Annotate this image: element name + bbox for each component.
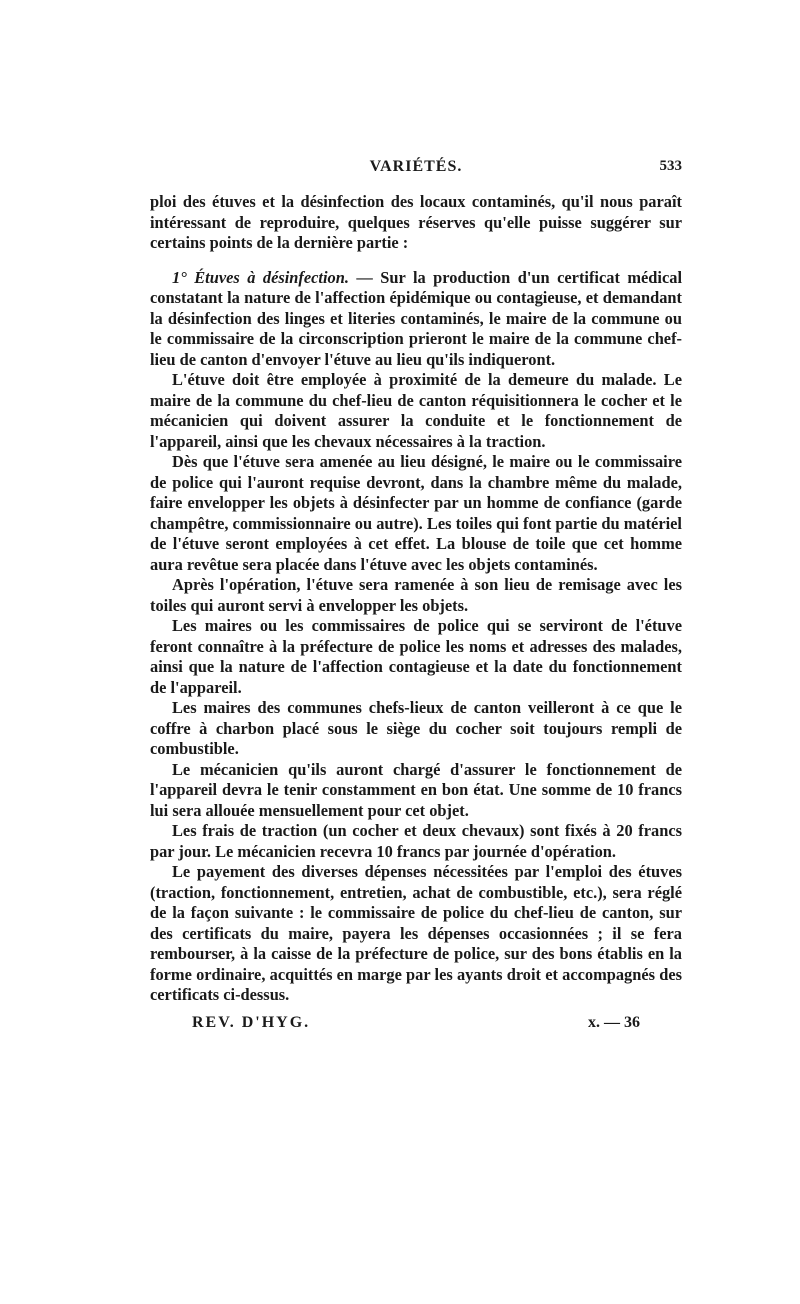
- running-title: VARIÉTÉS.: [369, 158, 463, 175]
- page-number: 533: [659, 158, 682, 174]
- section-title: 1° Étuves à désinfection.: [172, 267, 349, 287]
- paragraph-maires-commissaires: Les maires ou les commissaires de police qui se serviront de l'étuve feront connaître à la préfecture de police les noms et adresses des malades, ainsi que la nature de l'affection contagieuse et la date du fonctionnement de l'appareil.: [150, 616, 682, 697]
- footer-journal: REV. D'HYG.: [192, 1013, 311, 1031]
- section-paragraph: [150, 268, 682, 371]
- paragraph-etuve-employee: L'étuve doit être employée à proximité de la demeure du malade. Le maire de la commune du chef-lieu de canton réquisitionnera le cocher et le mécanicien qui doivent assurer la conduite et le fonctionnement de l'appareil, ainsi que les chevaux nécessaires à la traction.: [150, 370, 682, 451]
- footer-signature: x. — 36: [588, 1013, 640, 1031]
- section-text: — Sur la production d'un certificat médical constatant la nature de l'affection épidémique ou contagieuse, et demandant la désinfection des linges et literies contaminés, le maire de la commune ou le commissaire de la circonscription prieront le maire de la commune chef-lieu de canton d'envoyer l'étuve au lieu qu'ils indiqueront.: [150, 267, 683, 369]
- footer: [150, 1014, 682, 1038]
- paragraph-apres-operation: Après l'opération, l'étuve sera ramenée à son lieu de remisage avec les toiles qui auront servi à envelopper les objets.: [150, 575, 682, 615]
- page: [150, 158, 682, 1038]
- paragraph-des-que: Dès que l'étuve sera amenée au lieu désigné, le maire ou le commissaire de police qui l'auront requise devront, dans la chambre même du malade, faire envelopper les objets à désinfecter par un homme de confiance (garde champêtre, commissionnaire ou autre). Les toiles qui font partie du matériel de l'étuve seront employées à cet effet. La blouse de toile que cet homme aura revêtue sera placée dans l'étuve avec les objets contaminés.: [150, 452, 682, 574]
- body-text: [150, 192, 682, 1006]
- paragraph-mecanicien: Le mécanicien qu'ils auront chargé d'assurer le fonctionnement de l'appareil devra le tenir constamment en bon état. Une somme de 10 francs lui sera allouée mensuellement pour cet objet.: [150, 759, 682, 820]
- paragraph-coffre-charbon: Les maires des communes chefs-lieux de canton veilleront à ce que le coffre à charbon placé sous le siège du cocher soit toujours rempli de combustible.: [150, 698, 682, 758]
- intro-paragraph: ploi des étuves et la désinfection des locaux contaminés, qu'il nous paraît intéressant de reproduire, quelques réserves qu'elle puisse suggérer sur certains points de la dernière partie :: [150, 192, 682, 252]
- running-head: [150, 158, 682, 182]
- paragraph-payement: Le payement des diverses dépenses nécessitées par l'emploi des étuves (traction, fonctionnement, entretien, achat de combustible, etc.), sera réglé de la façon suivante : le commissaire de police du chef-lieu de canton, sur des certificats du maire, payera les dépenses occasionnées ; il se fera rembourser, à la caisse de la préfecture de police, sur des bons établis en la forme ordinaire, acquittés en marge par les ayants droit et accompagnés des certificats ci-dessus.: [150, 862, 682, 1004]
- paragraph-frais-traction: Les frais de traction (un cocher et deux chevaux) sont fixés à 20 francs par jour. Le mécanicien recevra 10 francs par journée d'opération.: [150, 821, 682, 861]
